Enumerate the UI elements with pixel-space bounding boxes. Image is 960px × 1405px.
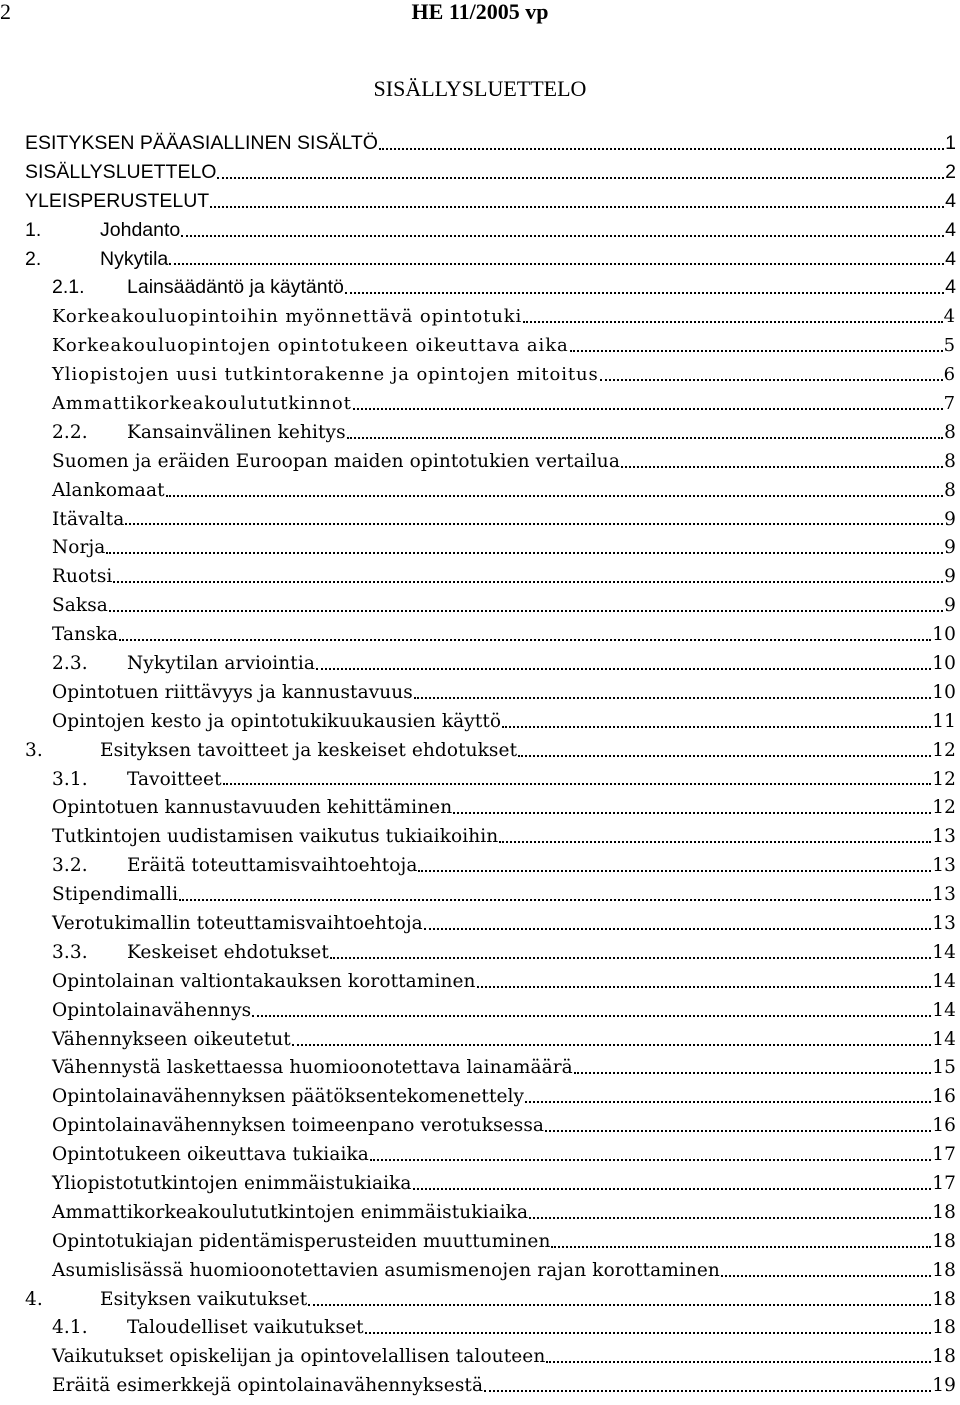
toc-entry-title: Vähennystä laskettaessa huomioonotettava lainamäärä: [52, 1057, 573, 1079]
toc-entry[interactable]: [25, 1285, 956, 1314]
toc-entry-page: 4: [945, 276, 956, 299]
toc-entry[interactable]: [25, 1256, 956, 1285]
toc-entry[interactable]: [25, 418, 956, 447]
toc-entry[interactable]: [25, 909, 956, 938]
toc-entry-page: 17: [932, 1173, 956, 1194]
dot-leader: [113, 562, 943, 591]
toc-entry-page: 2: [945, 160, 956, 183]
dot-leader: [109, 591, 943, 620]
toc-entry-page: 13: [932, 884, 956, 906]
toc-entry-page: 15: [932, 1057, 956, 1079]
toc-entry-title: Ammattikorkeakoulututkinnot: [52, 392, 352, 414]
toc-entry[interactable]: [25, 360, 956, 389]
toc-entry[interactable]: [25, 1140, 956, 1169]
dot-leader: [424, 909, 931, 938]
toc-entry-title: Itävalta: [52, 508, 125, 530]
toc-entry-page: 18: [932, 1346, 956, 1368]
toc-entry-page: 19: [932, 1375, 956, 1397]
dot-leader: [119, 620, 931, 649]
toc-entry[interactable]: [25, 129, 956, 158]
toc-entry[interactable]: [25, 649, 956, 678]
dot-leader: [453, 793, 931, 822]
dot-leader: [370, 1140, 931, 1169]
dot-leader: [414, 678, 931, 707]
dot-leader: [252, 996, 931, 1025]
toc-entry-title: Opintolainavähennys: [52, 999, 252, 1021]
toc-entry-page: 7: [943, 392, 956, 414]
toc-entry-page: 11: [932, 710, 956, 732]
toc-entry-page: 5: [943, 335, 956, 357]
toc-entry[interactable]: [25, 245, 956, 274]
toc-entry-page: 8: [944, 421, 956, 443]
toc-entry-title: Yliopistojen uusi tutkintorakenne ja opintojen mitoitus: [52, 364, 599, 386]
dot-leader: [345, 273, 944, 302]
toc-entry-title: SISÄLLYSLUETTELO: [25, 160, 217, 183]
toc-entry[interactable]: [25, 331, 956, 360]
dot-leader: [106, 533, 943, 562]
toc-entry-title: Vaikutukset opiskelijan ja opintovelallisen talouteen: [52, 1346, 546, 1368]
toc-entry-title: Lainsäädäntö ja käytäntö: [127, 276, 344, 299]
toc-entry-page: 4: [945, 247, 956, 270]
toc-entry-title: Opintotukeen oikeuttava tukiaika: [52, 1144, 369, 1166]
toc-entry[interactable]: [25, 1342, 956, 1371]
toc-entry[interactable]: [25, 1111, 956, 1140]
dot-leader: [574, 1054, 931, 1083]
toc-entry-title: Stipendimalli: [52, 884, 179, 906]
toc-entry-page: 13: [932, 855, 956, 877]
dot-leader: [551, 1227, 931, 1256]
dot-leader: [418, 851, 931, 880]
toc-entry-number: 3.2.: [52, 855, 88, 877]
toc-entry[interactable]: [25, 533, 956, 562]
toc-entry-page: 6: [943, 364, 956, 386]
toc-entry[interactable]: [25, 1314, 956, 1343]
toc-entry-page: 8: [944, 450, 956, 472]
toc-entry[interactable]: [25, 273, 956, 302]
toc-entry-title: Vähennykseen oikeutetut: [52, 1028, 291, 1050]
dot-leader: [529, 1198, 931, 1227]
toc-title: SISÄLLYSLUETTELO: [373, 76, 587, 101]
page-number: 2: [0, 0, 11, 24]
dot-leader: [518, 736, 931, 765]
toc-entry-title: Yliopistotutkintojen enimmäistukiaika: [52, 1173, 412, 1194]
toc-entry-page: 9: [944, 595, 956, 617]
toc-entry-title: Tanska: [52, 624, 119, 646]
dot-leader: [525, 1082, 931, 1111]
dot-leader: [292, 1025, 931, 1054]
toc-entry-title: Opintotukiajan pidentämisperusteiden muuttuminen: [52, 1230, 551, 1252]
toc-entry-title: Nykytila: [100, 247, 169, 270]
toc-entry[interactable]: [25, 505, 956, 534]
toc-entry-number: 3.: [25, 739, 43, 761]
toc-entry-title: Esityksen vaikutukset: [100, 1288, 308, 1310]
toc-entry-title: Ruotsi: [52, 566, 113, 588]
toc-entry[interactable]: [25, 678, 956, 707]
toc-entry-title: Alankomaat: [52, 479, 165, 501]
toc-entry[interactable]: [25, 187, 956, 216]
toc-entry-number: 2.3.: [52, 652, 88, 674]
toc-entry[interactable]: [25, 216, 956, 245]
toc-entry-number: 1.: [25, 218, 42, 241]
toc-entry-title: Opintotuen kannustavuuden kehittäminen: [52, 797, 453, 819]
toc-entry-title: Opintolainan valtiontakauksen korottaminen: [52, 970, 476, 992]
toc-entry-page: 8: [944, 479, 956, 501]
toc-entry-number: 2.1.: [52, 276, 85, 299]
dot-leader: [353, 389, 943, 418]
dot-leader: [570, 331, 943, 360]
dot-leader: [502, 707, 931, 736]
dot-leader: [621, 447, 943, 476]
toc-entry-page: 9: [944, 537, 956, 559]
dot-leader: [413, 1169, 932, 1198]
toc-entry-number: 2.: [25, 247, 42, 270]
toc-entry-number: 4.: [25, 1288, 43, 1310]
toc-entry-page: 17: [932, 1144, 956, 1166]
toc-entry-title: Verotukimallin toteuttamisvaihtoehtoja: [52, 912, 423, 934]
toc-entry-title: Opintolainavähennyksen toimeenpano verotuksessa: [52, 1115, 545, 1137]
toc-entry-title: Eräitä toteuttamisvaihtoehtoja: [127, 855, 418, 877]
dot-leader: [600, 360, 943, 389]
toc-entry-page: 18: [932, 1288, 956, 1310]
toc-entry-title: Ammattikorkeakoulututkintojen enimmäistukiaika: [52, 1201, 529, 1223]
toc-entry[interactable]: [25, 765, 956, 794]
toc-entry-page: 1: [945, 131, 956, 154]
dot-leader: [169, 245, 944, 274]
toc-entry-title: Asumislisässä huomioonotettavien asumismenojen rajan korottaminen: [52, 1259, 720, 1281]
toc-entry-page: 14: [932, 970, 956, 992]
toc-entry-page: 18: [932, 1259, 956, 1281]
toc-entry[interactable]: [25, 880, 956, 909]
toc-entry[interactable]: [25, 1082, 956, 1111]
toc-entry[interactable]: [25, 476, 956, 505]
toc-entry-page: 4: [945, 189, 956, 212]
toc-entry-page: 12: [932, 739, 956, 761]
toc-entry-page: 12: [932, 768, 956, 790]
toc-entry-page: 13: [932, 826, 956, 848]
toc-entry-title: Korkeakouluopintojen opintotukeen oikeuttava aika: [52, 335, 569, 357]
toc-entry-number: 3.3.: [52, 941, 88, 963]
toc-entry[interactable]: [25, 389, 956, 418]
dot-leader: [181, 216, 944, 245]
toc-entry-title: Kansainvälinen kehitys: [127, 421, 346, 443]
dot-leader: [330, 938, 931, 967]
toc-entry-page: 18: [932, 1201, 956, 1223]
toc-entry-page: 14: [932, 1028, 956, 1050]
toc-entry-page: 9: [944, 566, 956, 588]
dot-leader: [308, 1285, 931, 1314]
dot-leader: [477, 967, 932, 996]
toc-entry-page: 10: [932, 652, 956, 674]
toc-entry[interactable]: [25, 302, 956, 331]
toc-entry-title: Taloudelliset vaikutukset: [127, 1317, 364, 1339]
toc-entry-page: 18: [932, 1317, 956, 1339]
toc-entry[interactable]: [25, 620, 956, 649]
toc-entry[interactable]: [25, 736, 956, 765]
toc-entry-page: 14: [932, 941, 956, 963]
toc-entry-page: 12: [932, 797, 956, 819]
toc-entry[interactable]: [25, 793, 956, 822]
toc-entry-number: 2.2.: [52, 421, 88, 443]
toc-entry[interactable]: [25, 562, 956, 591]
toc-entry[interactable]: [25, 1371, 956, 1400]
toc-entry[interactable]: [25, 822, 956, 851]
toc-entry[interactable]: [25, 938, 956, 967]
toc-entry[interactable]: [25, 1169, 956, 1198]
dot-leader: [721, 1256, 931, 1285]
dot-leader: [484, 1371, 931, 1400]
toc-entry[interactable]: [25, 1025, 956, 1054]
toc-entry-title: Nykytilan arviointia: [127, 652, 315, 674]
toc-entry-title: Eräitä esimerkkejä opintolainavähennyksestä: [52, 1375, 484, 1397]
toc-entry-page: 4: [945, 218, 956, 241]
toc-entry[interactable]: [25, 1227, 956, 1256]
dot-leader: [546, 1342, 931, 1371]
toc-entry[interactable]: [25, 1198, 956, 1227]
toc-entry[interactable]: [25, 591, 956, 620]
toc-entry-page: 10: [932, 624, 956, 646]
toc-entry-title: Opintolainavähennyksen päätöksentekomenettely: [52, 1086, 525, 1108]
running-header: HE 11/2005 vp: [411, 0, 549, 24]
dot-leader: [125, 505, 943, 534]
toc-entry-page: 18: [932, 1230, 956, 1252]
toc-entry[interactable]: [25, 707, 956, 736]
toc-entry-page: 14: [932, 999, 956, 1021]
toc-entry-title: Tutkintojen uudistamisen vaikutus tukiaikoihin: [52, 826, 499, 848]
dot-leader: [379, 129, 944, 158]
toc-entry-title: Esityksen tavoitteet ja keskeiset ehdotukset: [100, 739, 518, 761]
toc-entry-title: Tavoitteet: [127, 768, 222, 790]
toc-entry-page: 16: [932, 1086, 956, 1108]
dot-leader: [499, 822, 931, 851]
toc-entry[interactable]: [25, 447, 956, 476]
toc-entry-title: Saksa: [52, 595, 108, 617]
toc-entry-title: Johdanto: [100, 218, 181, 241]
dot-leader: [217, 158, 944, 187]
toc-entry-title: ESITYKSEN PÄÄASIALLINEN SISÄLTÖ: [25, 131, 378, 154]
dot-leader: [316, 649, 931, 678]
toc-entry-title: Korkeakouluopintoihin myönnettävä opintotuki: [52, 306, 523, 328]
dot-leader: [179, 880, 931, 909]
toc-entry-title: Suomen ja eräiden Euroopan maiden opintotukien vertailua: [52, 450, 620, 472]
toc-entry-page: 9: [944, 508, 956, 530]
toc-entry-title: Keskeiset ehdotukset: [127, 941, 329, 963]
dot-leader: [347, 418, 943, 447]
toc-entry-number: 3.1.: [52, 768, 88, 790]
dot-leader: [223, 765, 932, 794]
toc-entry-title: YLEISPERUSTELUT: [25, 189, 210, 212]
toc-entry-page: 4: [943, 306, 956, 328]
toc-entry[interactable]: [25, 851, 956, 880]
toc-entry[interactable]: [25, 996, 956, 1025]
toc-entry[interactable]: [25, 158, 956, 187]
toc-entry-page: 16: [932, 1115, 956, 1137]
dot-leader: [523, 302, 942, 331]
toc-entry-number: 4.1.: [52, 1317, 88, 1339]
dot-leader: [166, 476, 944, 505]
dot-leader: [210, 187, 944, 216]
toc-entry-title: Opintotuen riittävyys ja kannustavuus: [52, 681, 413, 703]
table-of-contents: [25, 129, 956, 1400]
dot-leader: [545, 1111, 931, 1140]
toc-entry[interactable]: [25, 1054, 956, 1083]
dot-leader: [365, 1314, 932, 1343]
toc-entry-page: 13: [932, 912, 956, 934]
toc-entry-page: 10: [932, 681, 956, 703]
toc-entry-title: Norja: [52, 537, 106, 559]
toc-entry[interactable]: [25, 967, 956, 996]
toc-entry-title: Opintojen kesto ja opintotukikuukausien käyttö: [52, 710, 502, 732]
